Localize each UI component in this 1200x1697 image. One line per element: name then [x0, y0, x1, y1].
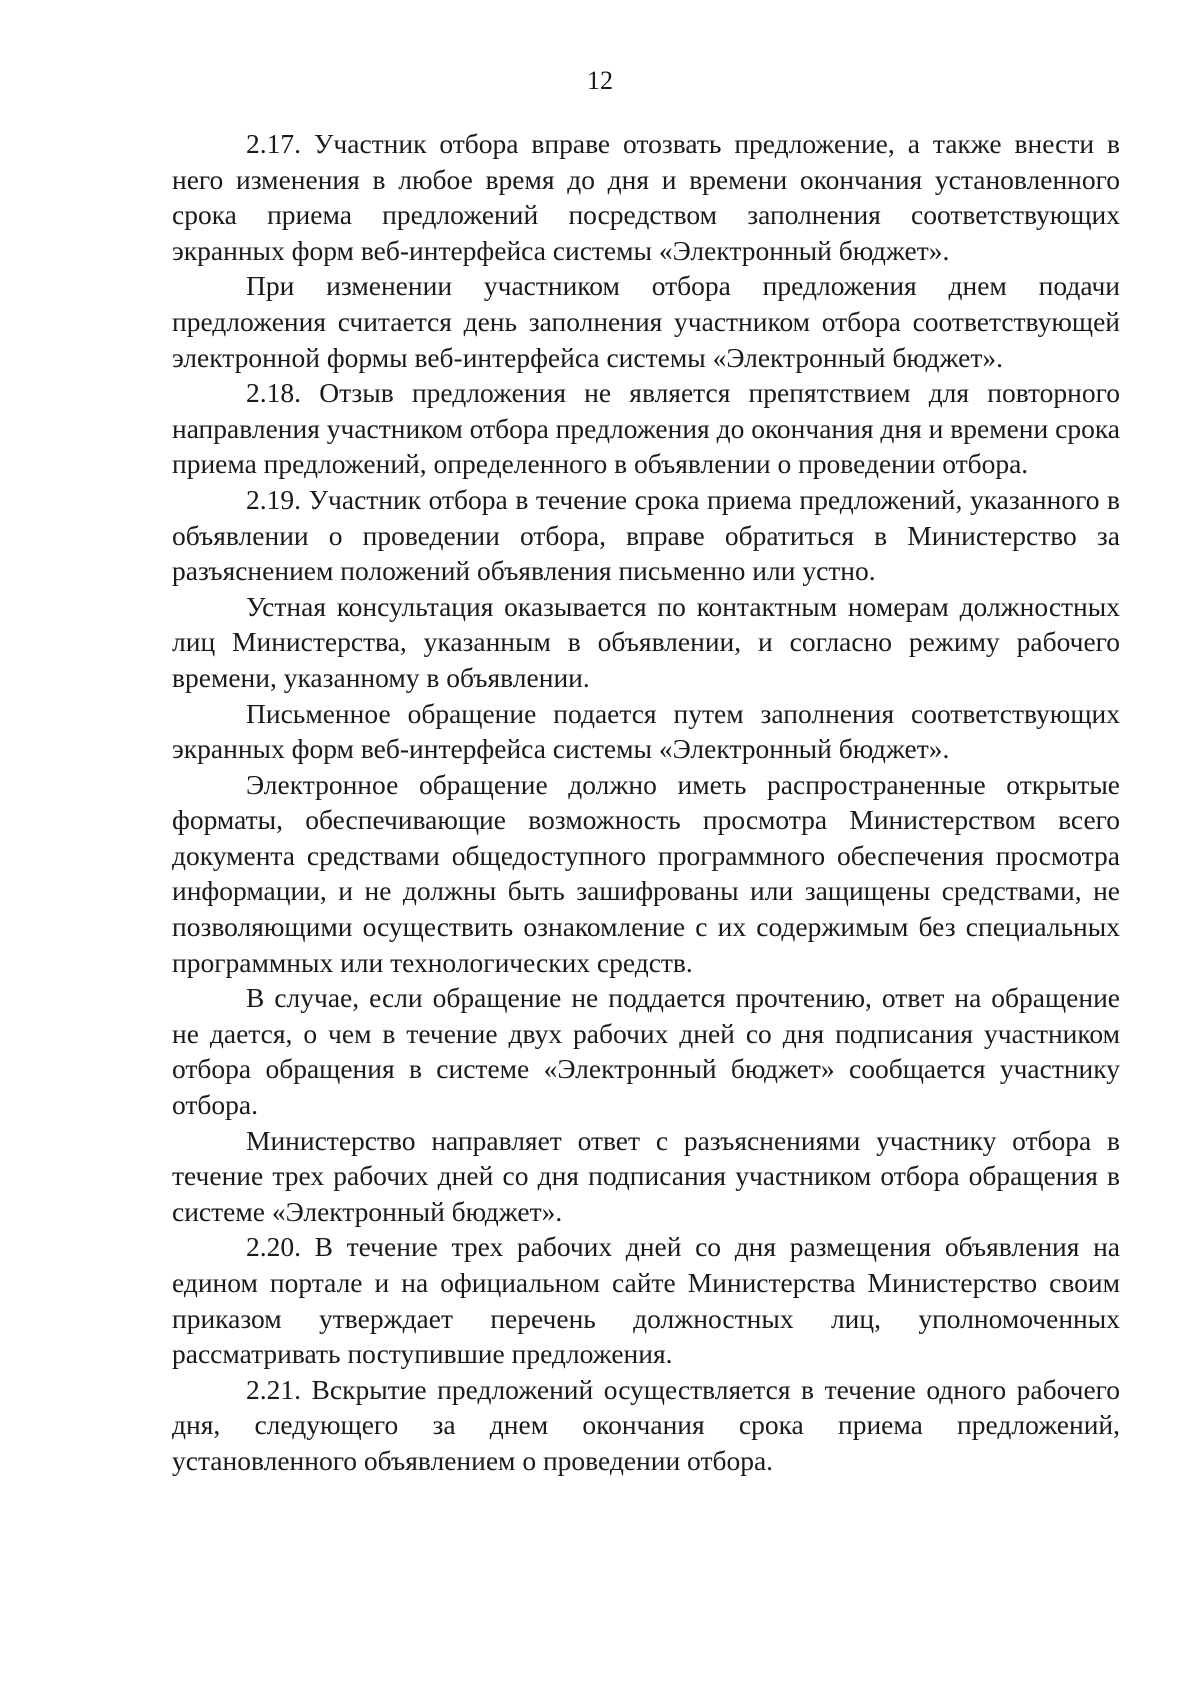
paragraph-electronic-request: Электронное обращение должно иметь распространенные открытые форматы, обеспечивающие возможность просмотра Министерством всего документа средствами общедоступного программного обеспечения просмотра информации, и не должны быть зашифрованы или защищены средствами, не позволяющими осуществить ознакомление с их содержимым без специальных программных или технологических средств.	[172, 768, 1120, 978]
document-body	[172, 126, 1120, 1479]
paragraph-ministry-response: Министерство направляет ответ с разъяснениями участнику отбора в течение трех рабочих дней со дня подписания участником отбора обращения в системе «Электронный бюджет».	[172, 1124, 1120, 1227]
paragraph-2-20: 2.20. В течение трех рабочих дней со дня размещения объявления на едином портале и на официальном сайте Министерства Министерство своим приказом утверждает перечень должностных лиц, уполномоченных рассматривать поступившие предложения.	[172, 1231, 1120, 1370]
paragraph-2-19: 2.19. Участник отбора в течение срока приема предложений, указанного в объявлении о проведении отбора, вправе обратиться в Министерство за разъяснением положений объявления письменно или устно.	[172, 483, 1120, 587]
paragraph-2-18: 2.18. Отзыв предложения не является препятствием для повторного направления участником отбора предложения до окончания дня и времени срока приема предложений, определенного в объявлении о проведении отбора.	[172, 377, 1120, 480]
paragraph-unreadable-request: В случае, если обращение не поддается прочтению, ответ на обращение не дается, о чем в течение двух рабочих дней со дня подписания участником отбора обращения в системе «Электронный бюджет» сообщается участнику отбора.	[172, 982, 1120, 1121]
page-number: 12	[587, 66, 613, 95]
paragraph-2-21: 2.21. Вскрытие предложений осуществляется в течение одного рабочего дня, следующего за днем окончания срока приема предложений, установленного объявлением о проведении отбора.	[172, 1373, 1120, 1476]
paragraph-written-request: Письменное обращение подается путем заполнения соответствующих экранных форм веб-интерфейса системы «Электронный бюджет».	[172, 697, 1120, 765]
paragraph-2-17-change: При изменении участником отбора предложения днем подачи предложения считается день заполнения участником отбора соответствующей электронной формы веб-интерфейса системы «Электронный бюджет».	[172, 270, 1120, 373]
paragraph-2-17: 2.17. Участник отбора вправе отозвать предложение, а также внести в него изменения в любое время до дня и времени окончания установленного срока приема предложений посредством заполнения соответствующих экранных форм веб-интерфейса системы «Электронный бюджет».	[172, 128, 1120, 266]
paragraph-oral-consultation: Устная консультация оказывается по контактным номерам должностных лиц Министерства, указанным в объявлении, и согласно режиму рабочего времени, указанному в объявлении.	[172, 590, 1120, 693]
